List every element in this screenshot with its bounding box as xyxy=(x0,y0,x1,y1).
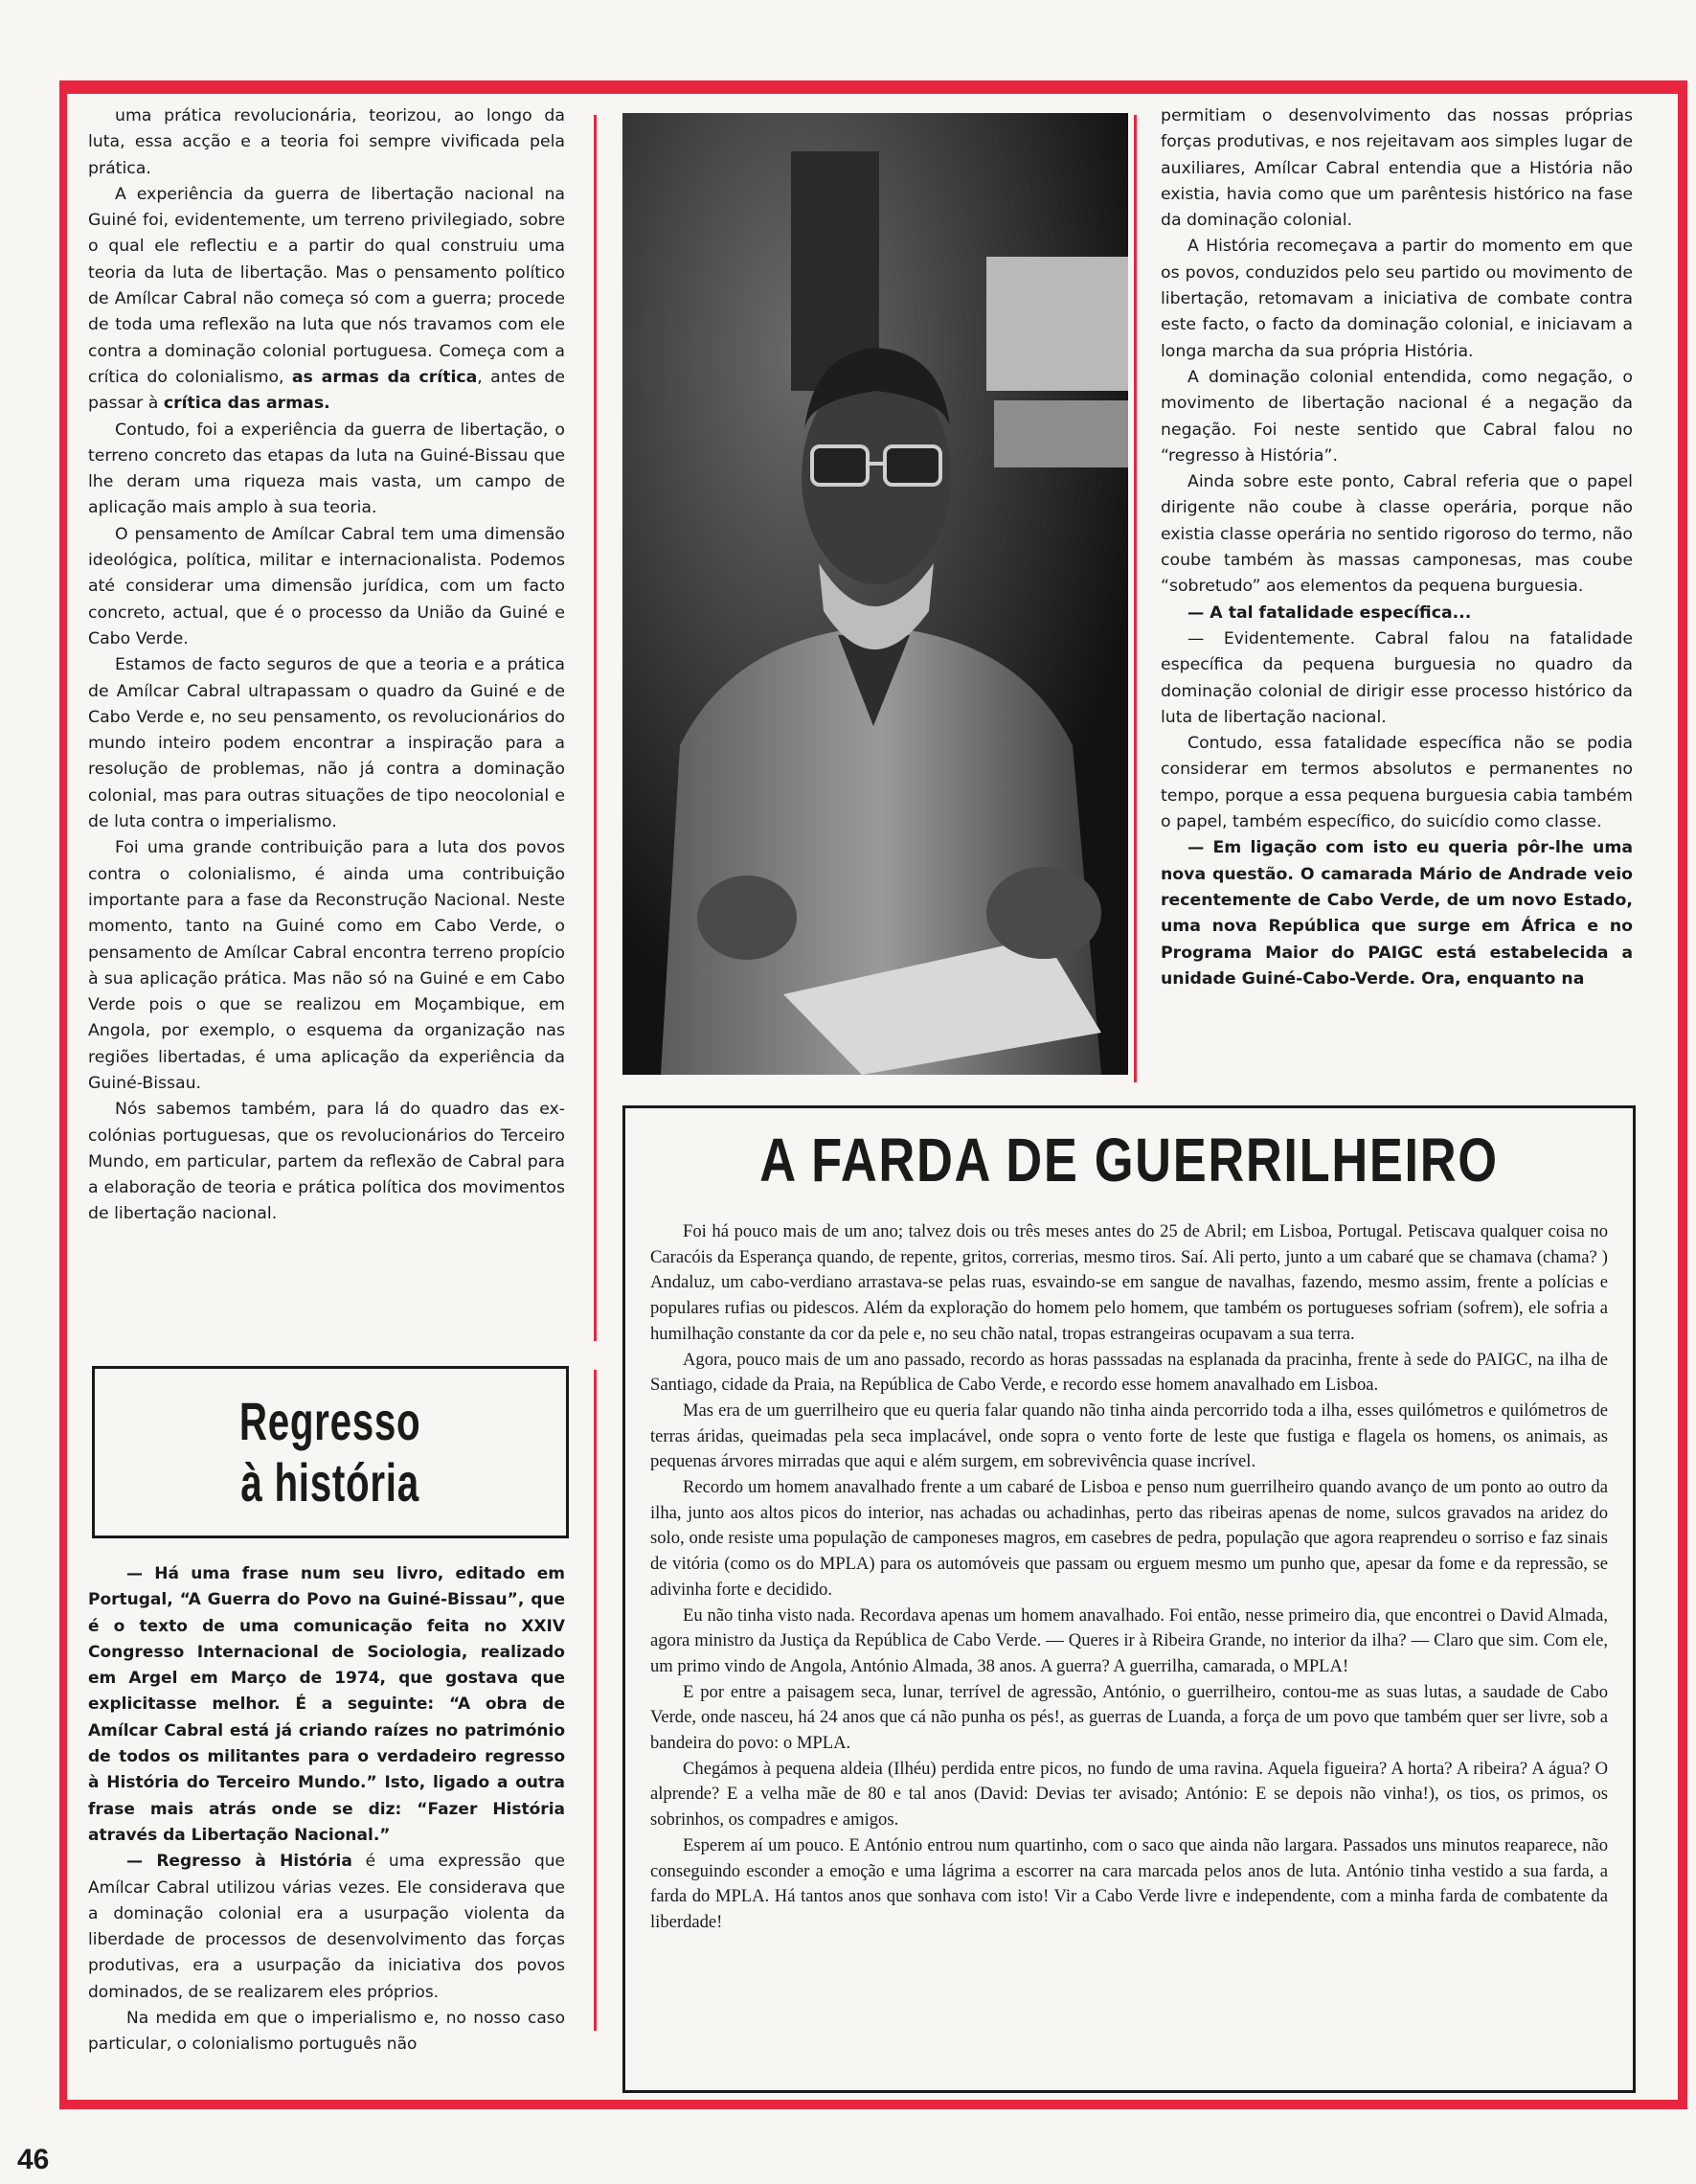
paragraph xyxy=(1161,469,1633,600)
text-run: Recordo um homem anavalhado frente a um cabaré de Lisboa e penso num guerrilheiro quando avanço de um ponto ao outro da ilha, junto aos altos picos do interior, nas achadas ou achadinhas, perto das ribeiras apenas de nome, sulcos gravados na aridez do solo, onde resiste uma população de camponeses magros, em casebres de pedra, população que agora reaprendeu o sorriso e faz sinais de vitória (como os do MPLA) para os automóveis que passam ou erguem mesmo um punho que, apesar da fome e da repressão, se adivinha forte e decidido. xyxy=(650,1477,1608,1600)
paragraph xyxy=(650,1475,1608,1604)
paragraph xyxy=(88,103,565,182)
paragraph xyxy=(88,652,565,835)
bold-text-run: — Regresso à História xyxy=(126,1852,352,1872)
paragraph xyxy=(88,418,565,522)
article-column-left xyxy=(88,103,565,1228)
paragraph xyxy=(1161,626,1633,731)
paragraph xyxy=(88,182,565,418)
frame-right-border xyxy=(1678,80,1687,2109)
sidebar-text xyxy=(650,1219,1608,1936)
paragraph xyxy=(88,522,565,652)
paragraph xyxy=(1161,835,1633,992)
paragraph xyxy=(88,835,565,1097)
text-run: é uma expressão que Amílcar Cabral utilizou várias vezes. Ele considerava que a dominação colonial era a usurpação violenta da liberdade de processos de desenvolvimento das forças produtivas, era a usurpação da iniciativa dos povos dominados, de se realizarem eles próprios. xyxy=(88,1852,565,2002)
text-run: Eu não tinha visto nada. Recordava apenas um homem anavalhado. Foi então, nesse primeiro dia, que encontrei o David Almada, agora ministro da Justiça da República de Cabo Verde. — Queres ir à Ribeira Grande, no interior da ilha? — Claro que sim. Com ele, um primo vindo de Angola, António Almada, 38 anos. A guerra? A guerrilha, camarada, o MPLA! xyxy=(650,1604,1608,1676)
text-run: Estamos de facto seguros de que a teoria e a prática de Amílcar Cabral ultrapassam o quadro da Guiné e de Cabo Verde e, no seu pensamento, os revolucionários do mundo inteiro podem encontrar a inspiração para a resolução de problemas, não já contra a dominação colonial, mas para outras situações de tipo neocolonial e de luta contra o imperialismo. xyxy=(88,655,565,832)
frame-left-border xyxy=(59,80,67,2109)
bold-text-run: — Há uma frase num seu livro, editado em Portugal, “A Guerra do Povo na Guiné-Bissau”, que é o texto de uma comunicação feita no XXIV Congresso Internacional de Sociologia, realizado em Argel em Março de 1974, que gostava que explicitasse melhor. É a seguinte: “A obra de Amílcar Cabral está já criando raízes no património de todos os militantes para o verdadeiro regresso à História do Terceiro Mundo.” Isto, ligado a outra frase mais atrás onde se diz: “Fazer História através da Libertação Nacional.” xyxy=(88,1564,565,1845)
column-rule-left xyxy=(594,115,597,1341)
section-heading-box xyxy=(92,1366,569,1538)
column-rule-right xyxy=(1134,115,1137,1082)
paragraph xyxy=(88,2006,565,2059)
text-run: , antes de passar à xyxy=(88,367,565,414)
paragraph xyxy=(650,1399,1608,1475)
paragraph xyxy=(1161,365,1633,469)
text-run: Chegámos à pequena aldeia (Ilhéu) perdida entre picos, no fundo de uma ravina. Aquela figueira? A horta? A ribeira? A água? O alprende? E a velha mãe de 80 e tal anos (David: Devias ter avisado; António: E se depois não vinha!), os tios, os primos, os sobrinhos, os compadres e amigos. xyxy=(650,1758,1608,1831)
text-run: — Evidentemente. Cabral falou na fatalidade específica da pequena burguesia no quadro da dominação colonial de dirigir esse processo histórico da luta de libertação nacional. xyxy=(1161,628,1633,727)
bold-text-run: crítica das armas. xyxy=(163,394,330,414)
text-run: O pensamento de Amílcar Cabral tem uma dimensão ideológica, política, militar e internacionalista. Podemos até considerar uma dimensão jurídica, com um facto concreto, actual, que é o processo da União da Guiné e Cabo Verde. xyxy=(88,524,565,648)
text-run: uma prática revolucionária, teorizou, ao longo da luta, essa acção e a teoria foi sempre vivificada pela prática. xyxy=(88,106,565,178)
frame-top-border xyxy=(59,80,1687,94)
text-run: A História recomeçava a partir do momento em que os povos, conduzidos pelo seu partido ou movimento de libertação, retomavam a iniciativa de combate contra este facto, o facto da dominação colonial, e iniciavam a longa marcha da sua própria História. xyxy=(1161,237,1633,361)
page-number: 46 xyxy=(17,2144,50,2175)
article-column-right xyxy=(1161,103,1633,992)
bold-text-run: — Em ligação com isto eu queria pôr-lhe uma nova questão. O camarada Mário de Andrade veio recentemente de Cabo Verde, de um novo Estado, uma nova República que surge em África e no Programa Maior do PAIGC está estabelecida a unidade Guiné-Cabo-Verde. Ora, enquanto na xyxy=(1161,838,1633,989)
section-heading-regresso: Regresso à história xyxy=(239,1391,421,1513)
text-run: Foi uma grande contribuição para a luta dos povos contra o colonialismo, é ainda uma contribuição importante para a fase da Reconstrução Nacional. Neste momento, tanto na Guiné como em Cabo Verde, o pensamento de Amílcar Cabral encontra terreno propício à sua aplicação prática. Mas não só na Guiné e em Cabo Verde pois o que se realizou em Moçambique, em Angola, por exemplo, o esquema da organização nas regiões libertadas, é uma aplicação da experiência da Guiné-Bissau. xyxy=(88,838,565,1093)
text-run: Contudo, foi a experiência da guerra de libertação, o terreno concreto das etapas da luta na Guiné-Bissau que lhe deram uma riqueza mais vasta, um campo de aplicação mais amplo à sua teoria. xyxy=(88,420,565,518)
text-run: E por entre a paisagem seca, lunar, terrível de agressão, António, o guerrilheiro, contou-me as suas lutas, a saudade de Cabo Verde, onde nasceu, há 24 anos que cá não punha os pés!, as guerras de Luanda, a força de um povo que também quer ser livre, sob a bandeira do povo: o MPLA. xyxy=(650,1681,1608,1754)
paragraph xyxy=(88,1561,565,1849)
text-run: permitiam o desenvolvimento das nossas próprias forças produtivas, e nos rejeitavam aos simples lugar de auxiliares, Amílcar Cabral entendia que a História não existia, havia como que um parêntesis histórico na fase da dominação colonial. xyxy=(1161,106,1633,231)
paragraph xyxy=(650,1604,1608,1680)
text-run: A dominação colonial entendida, como negação, o movimento de libertação nacional é a negação da negação. Foi neste sentido que Cabral falou no “regresso à História”. xyxy=(1161,367,1633,466)
text-run: Esperem aí um pouco. E António entrou num quartinho, com o saco que ainda não largara. Passados uns minutos reaparece, não conseguindo esconder a emoção e uma lágrima a escorrer na cara marcada pelos anos de luta. António tinha vestido a sua farda, a farda do MPLA. Há tantos anos que sonhava com isto! Vir a Cabo Verde livre e independente, com a minha farda de combatente da liberdade! xyxy=(650,1834,1608,1932)
sidebar-box-farda xyxy=(622,1105,1636,2093)
paragraph xyxy=(650,1680,1608,1757)
text-run: Contudo, essa fatalidade específica não se podia considerar em termos absolutos e permanentes no tempo, porque a essa pequena burguesia cabia também o papel, também específico, do suicídio como classe. xyxy=(1161,734,1633,832)
paragraph xyxy=(1161,731,1633,835)
text-run: Nós sabemos também, para lá do quadro das ex-colónias portuguesas, que os revolucionários do Terceiro Mundo, em particular, partem da reflexão de Cabral para a elaboração de teoria e prática política dos movimentos de libertação nacional. xyxy=(88,1100,565,1224)
paragraph xyxy=(650,1833,1608,1936)
paragraph xyxy=(88,1097,565,1227)
text-run: Na medida em que o imperialismo e, no nosso caso particular, o colonialismo português não xyxy=(88,2009,565,2055)
paragraph xyxy=(1161,103,1633,234)
paragraph xyxy=(650,1219,1608,1348)
text-run: A experiência da guerra de libertação nacional na Guiné foi, evidentemente, um terreno privilegiado, sobre o qual ele reflectiu e a partir do qual construiu uma teoria da luta de libertação. Mas o pensamento político de Amílcar Cabral não começa só com a guerra; procede de toda uma reflexão na luta que nós travamos com ele contra a dominação colonial portuguesa. Começa com a crítica do colonialismo, xyxy=(88,184,565,387)
text-run: Mas era de um guerrilheiro que eu queria falar quando não tinha ainda percorrido toda a ilha, esses quilómetros e quilómetros de terras áridas, queimadas pela seca implacável, onde sopra o vento forte de leste que fustiga e flagela os homens, os animais, as pequenas árvores mirradas que aqui e além surgem, em sobrevivência quase incrível. xyxy=(650,1399,1608,1472)
sidebar-title: A FARDA DE GUERRILHEIRO xyxy=(759,1126,1499,1194)
portrait-photo xyxy=(622,113,1128,1075)
text-run: Agora, pouco mais de um ano passado, recordo as horas passsadas na esplanada da pracinha, frente à sede do PAIGC, na ilha de Santiago, cidade da Praia, na República de Cabo Verde, e recordo esse homem anavalhado em Lisboa. xyxy=(650,1349,1608,1396)
bold-text-run: — A tal fatalidade específica... xyxy=(1187,603,1472,623)
paragraph xyxy=(650,1757,1608,1833)
paragraph xyxy=(1161,234,1633,364)
paragraph xyxy=(1161,601,1633,626)
text-run: Ainda sobre este ponto, Cabral referia que o papel dirigente não coube à classe operária, porque não existia classe operária no sentido rigoroso do termo, não coube também às massas camponesas, mas coube “sobretudo” aos elementos da pequena burguesia. xyxy=(1161,472,1633,597)
interview-column xyxy=(88,1561,565,2059)
paragraph xyxy=(650,1348,1608,1399)
bold-text-run: as armas da crítica xyxy=(291,367,478,387)
column-rule-lower xyxy=(594,1370,597,2031)
paragraph xyxy=(88,1849,565,2006)
frame-bottom-border xyxy=(59,2100,1687,2109)
text-run: Foi há pouco mais de um ano; talvez dois ou três meses antes do 25 de Abril; em Lisboa, Portugal. Petiscava qualquer coisa no Caracóis da Esperança quando, de repente, gritos, correrias, mesmo tiros. Saí. Ali perto, junto a um cabaré que se chamava (chama? ) Andaluz, um cabo-verdiano arrastava-se pelas ruas, esvaindo-se em sangue de navalhas, fazendo, mesmo assim, frente a polícias e populares rufias ou pidescos. Além da exploração do homem pelo homem, que também os portugueses sofriam (sofrem), ele sofria a humilhação constante da cor da pele e, no seu chão natal, tropas estrangeiras ocupavam a sua terra. xyxy=(650,1221,1608,1344)
